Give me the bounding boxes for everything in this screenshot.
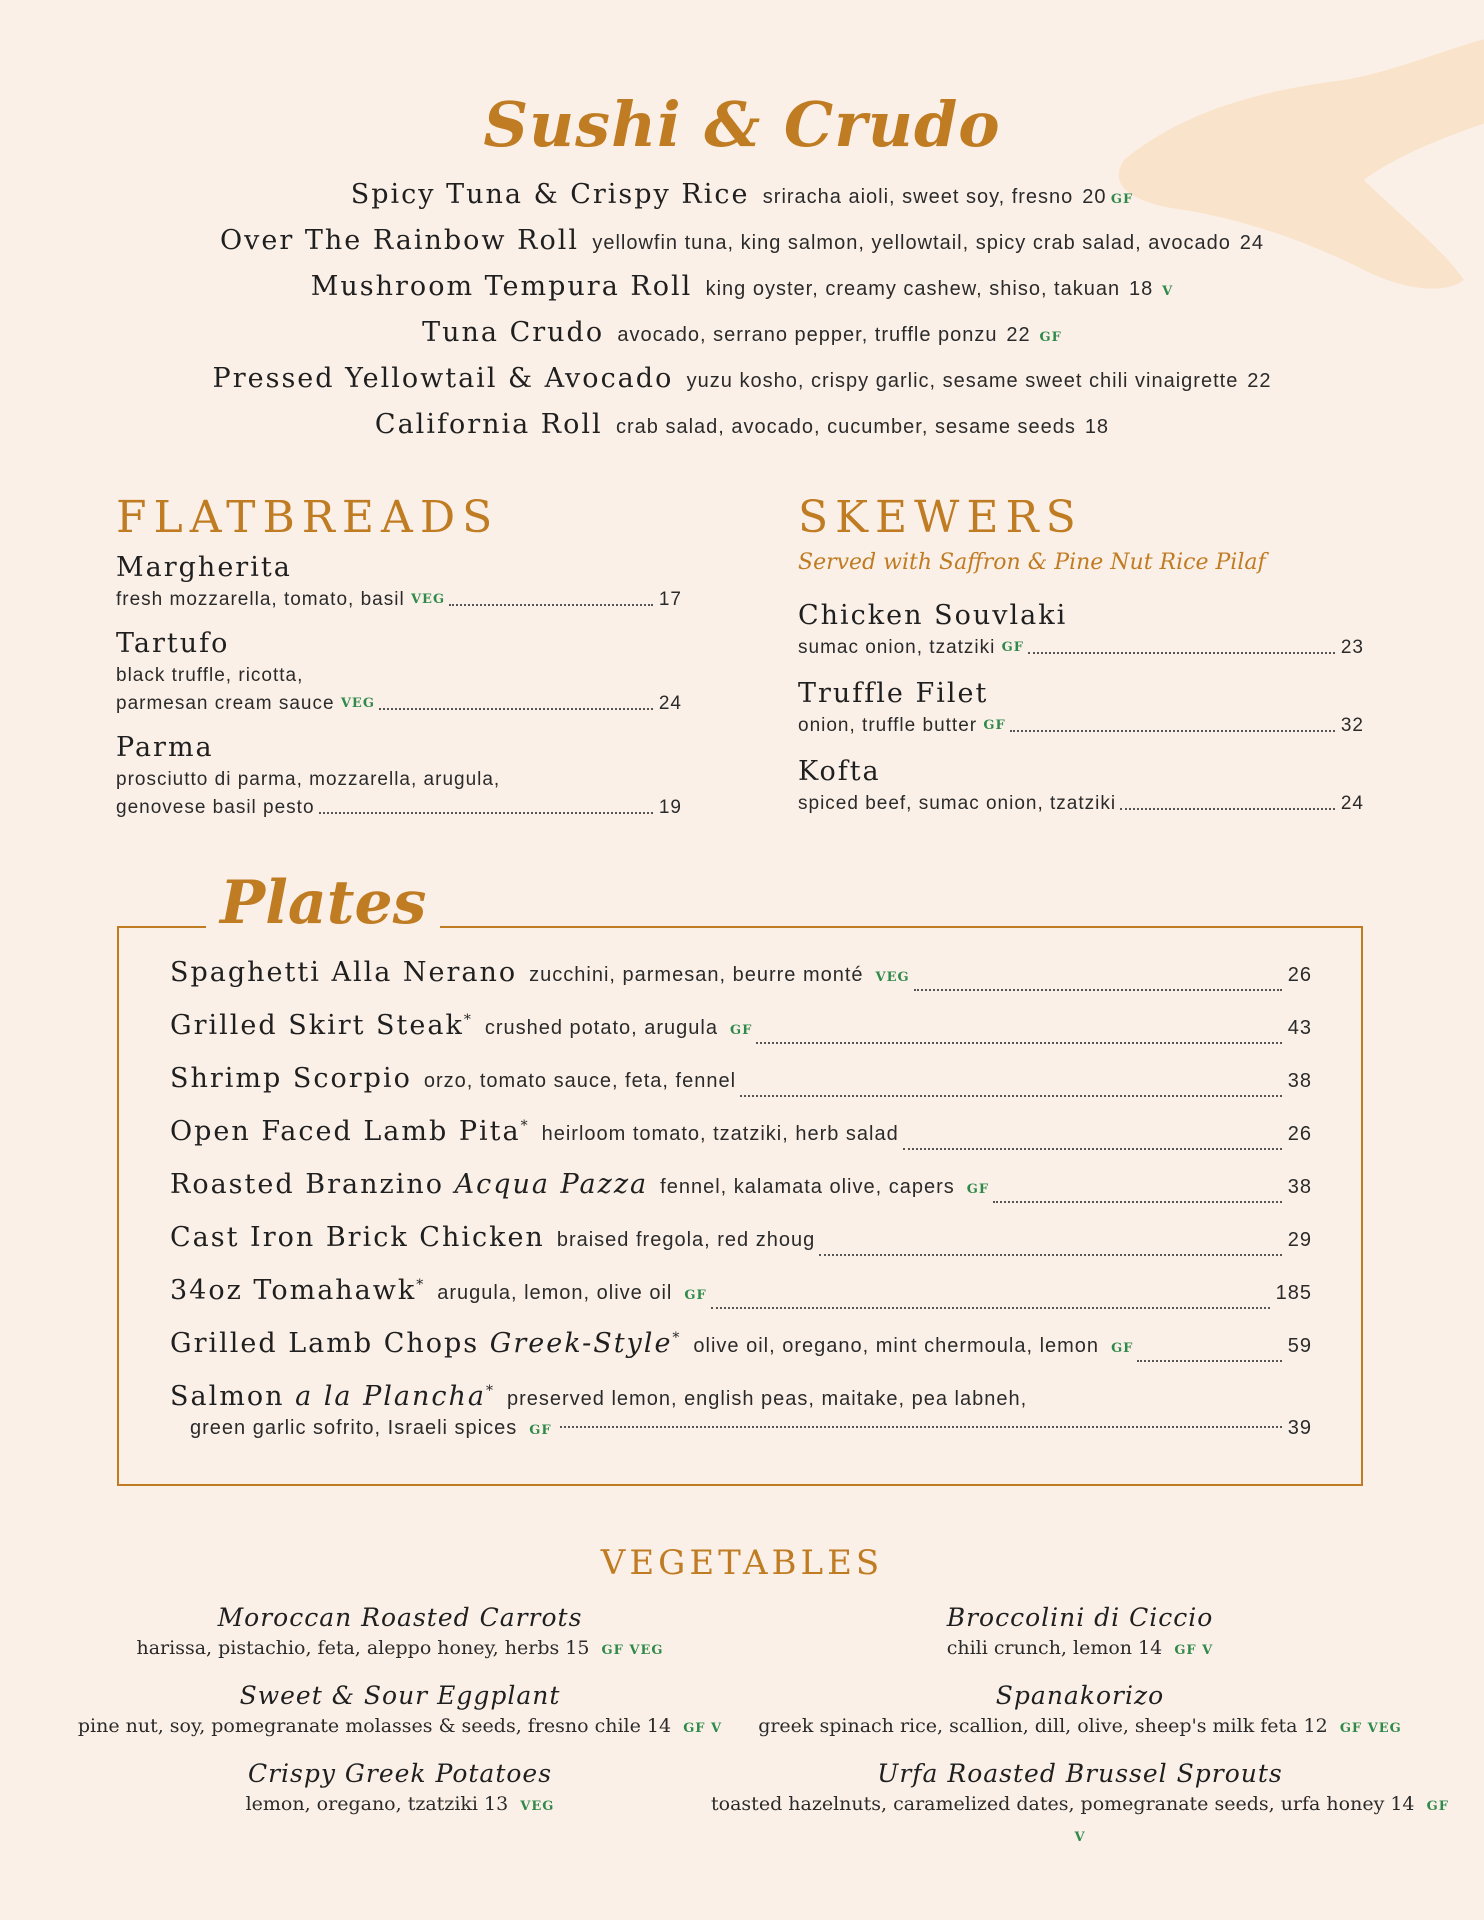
- dish-name: Open Faced Lamb Pita*: [170, 1116, 530, 1147]
- diet-tag: GF V: [683, 1721, 723, 1736]
- dish-line: greek spinach rice, scallion, dill, olive, sheep's milk feta 12 GF VEG: [758, 1715, 1402, 1737]
- dish-line: [798, 634, 1364, 662]
- dish-name: Parma: [116, 732, 214, 763]
- diet-tag: GF: [966, 1182, 990, 1197]
- dish-price: 23: [1340, 637, 1364, 658]
- dish-name: Tuna Crudo: [422, 317, 605, 348]
- leader-dots: [903, 1147, 1282, 1150]
- menu-item: [170, 1328, 1312, 1381]
- dish-price: 59: [1287, 1335, 1312, 1357]
- vegetables-section-title: VEGETABLES: [600, 1543, 884, 1583]
- dish-desc: yuzu kosho, crispy garlic, sesame sweet chili vinaigrette: [686, 370, 1239, 392]
- menu-item: [30, 1758, 770, 1836]
- menu-item: [798, 754, 1364, 818]
- menu-item: [170, 1116, 1312, 1169]
- dish-name: Spanakorizo: [995, 1681, 1165, 1710]
- dish-desc: fresh mozzarella, tomato, basil: [116, 589, 405, 610]
- diet-tag: GF V: [1074, 1799, 1449, 1845]
- dish-desc: genovese basil pesto: [116, 797, 315, 818]
- plates-section-title: Plates: [206, 868, 440, 938]
- menu-item: [710, 1602, 1450, 1680]
- dish-price: 24: [1239, 232, 1264, 254]
- leader-dots: [711, 1306, 1270, 1309]
- dish-name: 34oz Tomahawk*: [170, 1275, 426, 1306]
- diet-tag: VEG: [875, 970, 910, 985]
- dish-name: Urfa Roasted Brussel Sprouts: [877, 1759, 1283, 1788]
- menu-item: [710, 1680, 1450, 1758]
- dish-name: Shrimp Scorpio: [170, 1063, 412, 1094]
- dish-line: [798, 712, 1364, 740]
- dish-price: 24: [658, 693, 682, 714]
- leader-dots: [449, 586, 653, 606]
- diet-tag: GF: [1111, 1341, 1134, 1356]
- dish-price: 185: [1275, 1282, 1312, 1304]
- dish-price: 20: [1082, 186, 1107, 208]
- dish-name: Broccolini di Ciccio: [946, 1603, 1214, 1632]
- dish-price: 19: [658, 797, 682, 818]
- dish-price: 26: [1287, 964, 1312, 986]
- menu-item: [30, 1680, 770, 1758]
- dish-desc: zucchini, parmesan, beurre monté: [529, 964, 864, 986]
- dish-price: 18: [1084, 416, 1110, 438]
- diet-tag: GF: [983, 718, 1006, 733]
- flatbreads-section-title: FLATBREADS: [116, 492, 500, 543]
- diet-tag: GF: [684, 1288, 707, 1303]
- dish-desc-line: black truffle, ricotta,: [116, 665, 304, 686]
- menu-item: [0, 356, 1484, 402]
- dish-desc: spiced beef, sumac onion, tzatziki: [798, 793, 1117, 814]
- dish-name: Grilled Skirt Steak*: [170, 1010, 473, 1041]
- diet-tag: V: [1162, 284, 1174, 299]
- dish-desc: fennel, kalamata olive, capers: [660, 1176, 955, 1198]
- diet-tag: VEG: [520, 1799, 555, 1814]
- leader-dots: [740, 1094, 1282, 1097]
- dish-name: Chicken Souvlaki: [798, 600, 1068, 631]
- leader-dots: [819, 1253, 1282, 1256]
- leader-dots: [1137, 1359, 1281, 1362]
- plates-list: [170, 957, 1312, 1453]
- dish-line: toasted hazelnuts, caramelized dates, pomegranate seeds, urfa honey 14 GF V: [711, 1793, 1449, 1845]
- dish-name: Grilled Lamb Chops Greek-Style*: [170, 1328, 682, 1359]
- dish-name: Spaghetti Alla Nerano: [170, 957, 518, 988]
- sushi-section-title: Sushi & Crudo: [483, 88, 1001, 161]
- dish-name: Kofta: [798, 756, 881, 787]
- sushi-list: [0, 172, 1484, 448]
- dish-line: [116, 690, 682, 718]
- menu-item-continuation: [170, 1417, 1312, 1453]
- dish-name: Tartufo: [116, 628, 230, 659]
- dish-price: 39: [1287, 1417, 1312, 1439]
- dish-price: 22: [1006, 324, 1031, 346]
- menu-item: [170, 1010, 1312, 1063]
- diet-tag: GF: [529, 1423, 552, 1438]
- menu-item: [170, 1063, 1312, 1116]
- leader-dots: [1010, 712, 1335, 732]
- menu-item: [710, 1758, 1450, 1845]
- menu-item: [798, 598, 1364, 662]
- dish-name: Moroccan Roasted Carrots: [217, 1603, 583, 1632]
- dish-price: 43: [1287, 1017, 1312, 1039]
- dish-price: 22: [1247, 370, 1272, 392]
- dish-name: Sweet & Sour Eggplant: [239, 1681, 561, 1710]
- dish-price: 38: [1287, 1176, 1312, 1198]
- dish-price: 29: [1287, 1229, 1312, 1251]
- dish-name: Salmon a la Plancha*: [170, 1381, 495, 1412]
- dish-desc: orzo, tomato sauce, feta, fennel: [423, 1070, 737, 1092]
- dish-desc: green garlic sofrito, Israeli spices: [190, 1417, 518, 1439]
- leader-dots: [1028, 634, 1335, 654]
- leader-dots: [914, 988, 1282, 991]
- dish-desc: preserved lemon, english peas, maitake, pea labneh,: [506, 1388, 1028, 1410]
- dish-line: harissa, pistachio, feta, aleppo honey, herbs 15 GF VEG: [136, 1637, 664, 1659]
- leader-dots: [319, 794, 653, 814]
- dish-desc: olive oil, oregano, mint chermoula, lemon: [693, 1335, 1100, 1357]
- dish-name: Pressed Yellowtail & Avocado: [212, 363, 674, 394]
- dish-desc: sumac onion, tzatziki: [798, 637, 996, 658]
- dish-name: Over The Rainbow Roll: [220, 225, 579, 256]
- diet-tag: GF: [730, 1023, 753, 1038]
- menu-item: [30, 1602, 770, 1680]
- leader-dots: [993, 1200, 1282, 1203]
- dish-desc: yellowfin tuna, king salmon, yellowtail, spicy crab salad, avocado: [592, 232, 1231, 254]
- dish-line: [116, 794, 682, 822]
- leader-dots: [756, 1041, 1281, 1044]
- menu-item: [798, 676, 1364, 740]
- skewers-list: [798, 598, 1364, 830]
- dish-name: Truffle Filet: [798, 678, 989, 709]
- diet-tag: GF VEG: [601, 1643, 664, 1658]
- dish-name: Cast Iron Brick Chicken: [170, 1222, 545, 1253]
- menu-item: [0, 218, 1484, 264]
- menu-item: [0, 310, 1484, 356]
- diet-tag: VEG: [410, 592, 446, 607]
- dish-desc-line: prosciutto di parma, mozzarella, arugula,: [116, 769, 501, 790]
- dish-desc: braised fregola, red zhoug: [556, 1229, 816, 1251]
- menu-item: [170, 1169, 1312, 1222]
- menu-item: [170, 1222, 1312, 1275]
- dish-desc: crab salad, avocado, cucumber, sesame seeds: [616, 416, 1076, 438]
- menu-item: [0, 402, 1484, 448]
- dish-desc: king oyster, creamy cashew, shiso, takuan: [705, 278, 1121, 300]
- dish-line: chili crunch, lemon 14 GF V: [946, 1637, 1214, 1659]
- dish-price: 18: [1129, 278, 1154, 300]
- dish-price: 24: [1340, 793, 1364, 814]
- skewers-section-title: SKEWERS: [798, 492, 1083, 543]
- dish-desc: sriracha aioli, sweet soy, fresno: [762, 186, 1074, 208]
- leader-dots: [379, 690, 653, 710]
- diet-tag: GF VEG: [1339, 1721, 1402, 1736]
- dish-name: Margherita: [116, 552, 292, 583]
- vegetables-left-column: [30, 1602, 770, 1836]
- dish-line: [116, 586, 682, 614]
- diet-tag: GF V: [1174, 1643, 1214, 1658]
- skewers-subtitle: Served with Saffron & Pine Nut Rice Pilaf: [798, 550, 1266, 575]
- diet-tag: GF: [1110, 192, 1134, 207]
- menu-item: [116, 730, 682, 822]
- diet-tag: GF: [1039, 330, 1062, 345]
- dish-name: Roasted Branzino Acqua Pazza: [170, 1169, 649, 1200]
- dish-name: California Roll: [374, 409, 603, 440]
- vegetables-right-column: [710, 1602, 1450, 1845]
- dish-name: Mushroom Tempura Roll: [310, 271, 693, 302]
- dish-line: lemon, oregano, tzatziki 13 VEG: [245, 1793, 555, 1815]
- menu-item: [170, 1275, 1312, 1328]
- menu-item: [116, 626, 682, 718]
- menu-item: [116, 550, 682, 614]
- leader-dots: [1120, 790, 1335, 810]
- dish-desc: onion, truffle butter: [798, 715, 978, 736]
- dish-desc: avocado, serrano pepper, truffle ponzu: [617, 324, 998, 346]
- dish-name: Crispy Greek Potatoes: [247, 1759, 553, 1788]
- dish-name: Spicy Tuna & Crispy Rice: [350, 179, 750, 210]
- diet-tag: VEG: [340, 696, 375, 711]
- dish-desc: parmesan cream sauce: [116, 693, 335, 714]
- menu-item: [0, 172, 1484, 218]
- dish-price: 32: [1340, 715, 1364, 736]
- leader-dots: [560, 1426, 1282, 1428]
- dish-desc: crushed potato, arugula: [484, 1017, 718, 1039]
- flatbreads-list: [116, 550, 682, 834]
- dish-line: [798, 790, 1364, 818]
- dish-price: 17: [658, 589, 682, 610]
- dish-price: 26: [1287, 1123, 1312, 1145]
- dish-desc: heirloom tomato, tzatziki, herb salad: [541, 1123, 899, 1145]
- dish-price: 38: [1287, 1070, 1312, 1092]
- menu-item: [0, 264, 1484, 310]
- menu-item: [170, 1381, 1312, 1417]
- menu-item: [170, 957, 1312, 1010]
- diet-tag: GF: [1001, 640, 1024, 655]
- dish-line: pine nut, soy, pomegranate molasses & seeds, fresno chile 14 GF V: [77, 1715, 723, 1737]
- dish-desc: arugula, lemon, olive oil: [437, 1282, 673, 1304]
